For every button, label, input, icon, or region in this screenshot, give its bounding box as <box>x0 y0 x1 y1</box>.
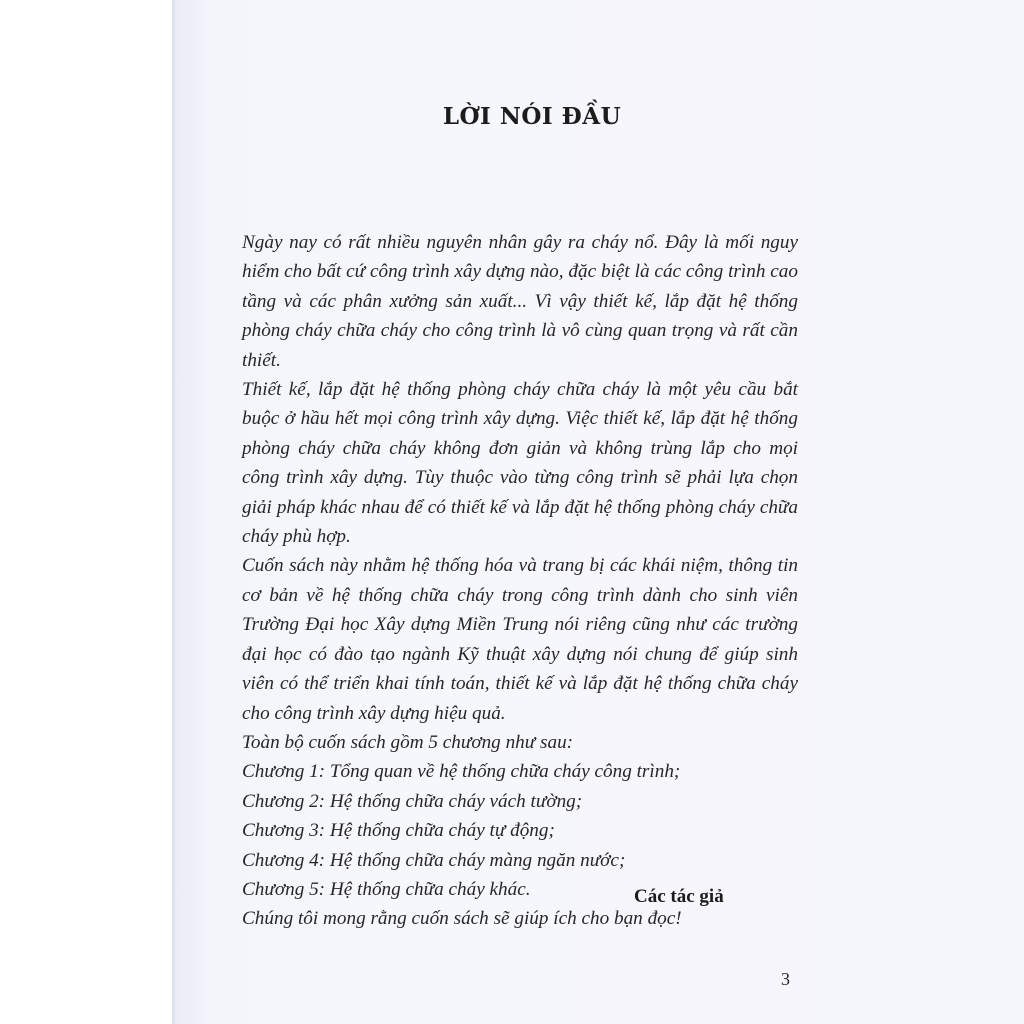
overview-line: Toàn bộ cuốn sách gồm 5 chương như sau: <box>242 731 574 753</box>
paragraph-purpose: Cuốn sách này nhằm hệ thống hóa và trang bị các khái niệm, thông tin cơ bản về hệ thống chữa cháy trong công trình dành cho sinh viên Trường Đại học Xây dựng Miền Trung nói riêng cũng như các trường đại học có đào tạo ngành Kỹ thuật xây dựng nói chung để giúp sinh viên có thể triển khai tính toán, thiết kế và lắp đặt hệ thống chữa cháy cho công trình xây dựng hiệu quả. <box>242 555 798 724</box>
paragraph-requirement: Thiết kế, lắp đặt hệ thống phòng cháy chữa cháy là một yêu cầu bắt buộc ở hầu hết mọi công trình xây dựng. Việc thiết kế, lắp đặt hệ thống phòng cháy chữa cháy không đơn giản và không trùng lắp cho mọi công trình xây dựng. Tùy thuộc vào từng công trình sẽ phải lựa chọn giải pháp khác nhau để có thiết kế và lắp đặt hệ thống phòng cháy chữa cháy phù hợp. <box>242 379 798 548</box>
authors-signature: Các tác giả <box>634 886 724 907</box>
chapter-item: Chương 4: Hệ thống chữa cháy màng ngăn nước; <box>242 849 626 871</box>
page-edge <box>172 0 175 1024</box>
page-number: 3 <box>781 969 790 989</box>
paragraph-intro: Ngày nay có rất nhiều nguyên nhân gây ra cháy nổ. Đây là mối nguy hiểm cho bất cứ công trình xây dựng nào, đặc biệt là các công trình cao tầng và các phân xưởng sản xuất... Vì vậy thiết kế, lắp đặt hệ thống phòng cháy chữa cháy cho công trình là vô cùng quan trọng và rất cần thiết. <box>242 232 798 371</box>
chapter-item: Chương 2: Hệ thống chữa cháy vách tường; <box>242 790 583 812</box>
chapter-item: Chương 5: Hệ thống chữa cháy khác. <box>242 878 531 900</box>
chapter-item: Chương 3: Hệ thống chữa cháy tự động; <box>242 820 555 842</box>
preface-body <box>242 228 798 934</box>
page-title: LỜI NÓI ĐẦU <box>442 103 622 130</box>
closing-line: Chúng tôi mong rằng cuốn sách sẽ giúp ích cho bạn đọc! <box>242 908 682 930</box>
chapter-item: Chương 1: Tổng quan về hệ thống chữa cháy công trình; <box>242 761 681 783</box>
